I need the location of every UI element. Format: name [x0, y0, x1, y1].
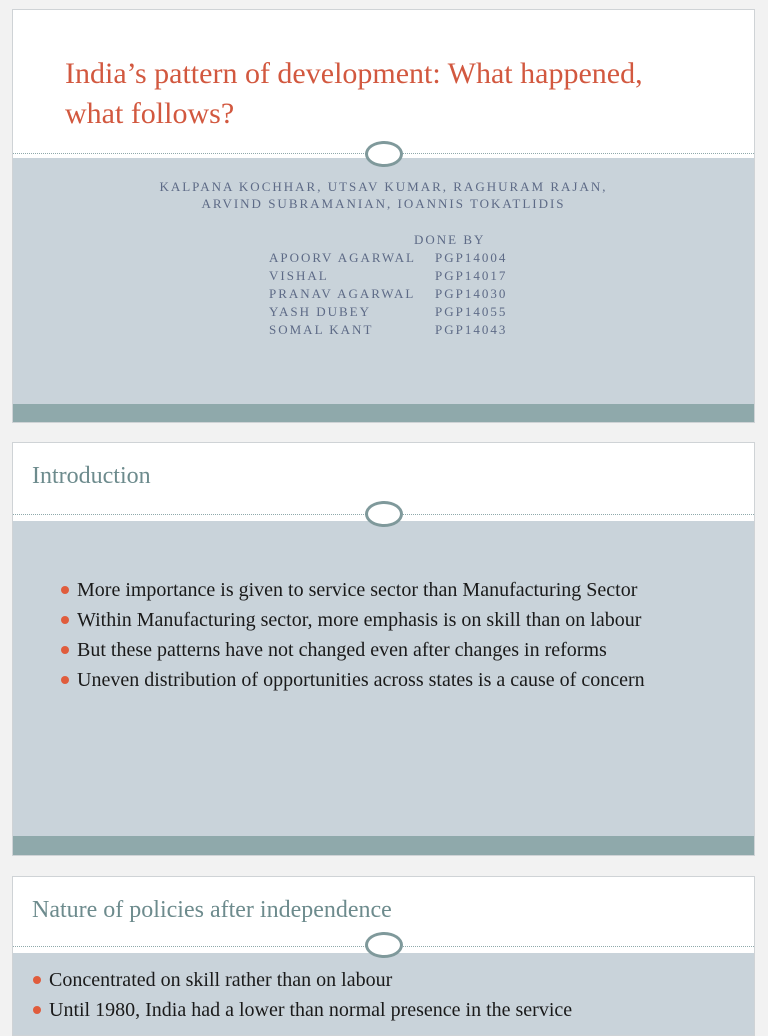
list-item: Uneven distribution of opportunities across states is a cause of concern	[59, 667, 719, 693]
member-id: PGP14004	[435, 250, 508, 265]
bullet-dot-icon	[61, 646, 69, 654]
member-name: APOORV AGARWAL	[269, 250, 416, 265]
member-name: SOMAL KANT	[269, 322, 374, 337]
ring-ornament-icon	[365, 932, 403, 958]
list-item: But these patterns have not changed even after changes in reforms	[59, 637, 719, 663]
member-name: VISHAL	[269, 268, 329, 283]
bullet-dot-icon	[33, 1006, 41, 1014]
list-item: Until 1980, India had a lower than normal presence in the service	[31, 997, 731, 1023]
member-id: PGP14017	[435, 268, 508, 283]
list-item: Within Manufacturing sector, more emphasis is on skill than on labour	[59, 607, 719, 633]
ring-ornament-icon	[365, 141, 403, 167]
slide-heading: Nature of policies after independence	[32, 897, 392, 923]
member-name: YASH DUBEY	[269, 304, 371, 319]
bullet-dot-icon	[61, 616, 69, 624]
member-row	[269, 321, 529, 339]
member-row	[269, 285, 529, 303]
member-id: PGP14043	[435, 322, 508, 337]
slide-title	[12, 9, 755, 423]
member-id: PGP14030	[435, 286, 508, 301]
footer-bar	[13, 836, 754, 856]
bullet-dot-icon	[33, 976, 41, 984]
slide-nature-of-policies	[12, 876, 755, 1036]
team-members	[269, 231, 529, 339]
slide-heading: Introduction	[32, 463, 151, 489]
bullet-list	[31, 967, 731, 1027]
member-row	[269, 249, 529, 267]
presentation-title: India’s pattern of development: What happened, what follows?	[65, 57, 643, 130]
list-item: Concentrated on skill rather than on labour	[31, 967, 731, 993]
member-id: PGP14055	[435, 304, 508, 319]
member-name: PRANAV AGARWAL	[269, 286, 416, 301]
member-row	[269, 303, 529, 321]
done-by-label: DONE BY	[414, 232, 486, 247]
authors-block	[13, 178, 754, 212]
slide-header-area	[13, 10, 754, 154]
footer-bar	[13, 404, 754, 423]
member-row	[269, 267, 529, 285]
ring-ornament-icon	[365, 501, 403, 527]
bullet-dot-icon	[61, 676, 69, 684]
bullet-list	[59, 577, 719, 697]
authors-line-1: KALPANA KOCHHAR, UTSAV KUMAR, RAGHURAM RAJAN,	[159, 179, 608, 194]
slide-introduction	[12, 442, 755, 856]
bullet-dot-icon	[61, 586, 69, 594]
list-item: More importance is given to service sector than Manufacturing Sector	[59, 577, 719, 603]
authors-line-2: ARVIND SUBRAMANIAN, IOANNIS TOKATLIDIS	[201, 196, 566, 211]
